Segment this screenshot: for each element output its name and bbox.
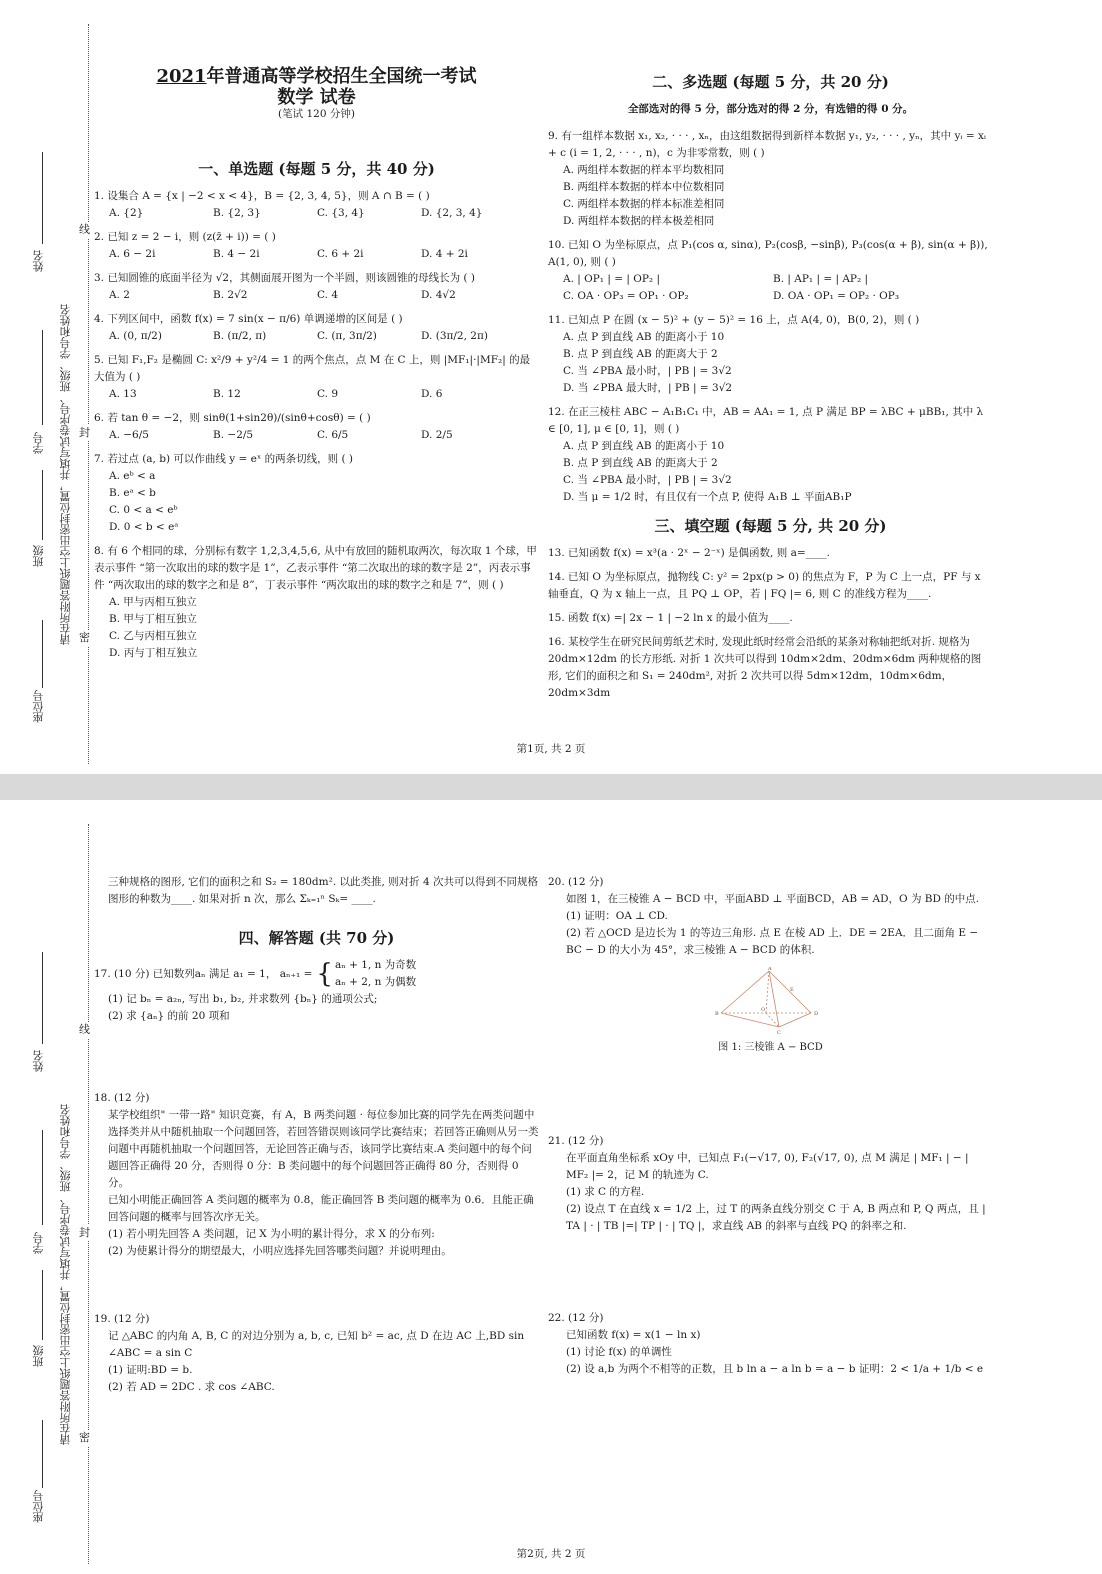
figure-caption: 图 1: 三棱锥 A − BCD — [718, 1042, 823, 1053]
question-5: 5. 已知 F₁,F₂ 是椭圆 C: x²/9 + y²/4 = 1 的两个焦点，点 M 在 C 上，则 |MF₁|·|MF₂| 的最大值为 ( ) A. 13 B. 12 C. 9 D. 6 — [94, 354, 531, 400]
question-4: 4. 下列区间中，函数 f(x) = 7 sin(x − π/6) 单调递增的区间是 ( ) A. (0, π/2) B. (π/2, π) C. (π, 3π/2) D. (3π/2, 2π) — [94, 313, 488, 342]
tetrahedron-figure — [711, 967, 831, 1037]
question-20: 20. (12 分) 如图 1，在三棱锥 A − BCD 中，平面ABD ⊥ 平面BCD，AB = AD，O 为 BD 的中点. (1) 证明：OA ⊥ CD. (2) 若 △OCD 是边长为 1 的等边三角形. 点 E 在棱 AD 上．DE = 2EA．且二面角 E − BC − D 的大小为 45°，求三棱锥 A − BCD 的体积. A B C D O E 图 1: 三棱锥 A − BCD — [548, 874, 993, 1056]
seat-fill-line[interactable] — [42, 1420, 43, 1488]
question-16-continued: 三种规格的图形, 它们的面积之和 S₂ = 180dm². 以此类推, 则对折 4 次共可以得到不同规格图形的种数为____. 如果对折 n 次，那么 Σₖ₌₁ⁿ Sₖ= ____. — [108, 876, 539, 905]
class-fill-line[interactable] — [42, 470, 43, 540]
question-3: 3. 已知圆锥的底面半径为 √2，其侧面展开图为一个半圆，则该圆锥的母线长为 ( ) A. 2 B. 2√2 C. 4 D. 4√2 — [94, 272, 475, 301]
exam-title: 2021年普通高等学校招生全国统一考试 — [156, 66, 477, 87]
class-label: 班级 — [32, 545, 45, 567]
id-fill-line[interactable] — [42, 330, 43, 425]
binding-instruction: 请在所附答题纸上空出密封位置，并填写试卷序号、班级、学号和姓名 — [59, 304, 72, 645]
section-1-title: 一、单选题 (每题 5 分，共 40 分) — [198, 160, 435, 178]
seal-mark-mi: 密 — [79, 631, 90, 644]
fig-label-c: C — [776, 1030, 781, 1036]
id-label: 学号 — [32, 1232, 45, 1254]
question-13: 13. 已知函数 f(x) = x³(a · 2ˣ − 2⁻ˣ) 是偶函数, 则 a=____. — [548, 547, 830, 559]
seal-mark-feng: 封 — [79, 426, 90, 439]
fig-label-d: D — [813, 1011, 818, 1017]
section-2-note: 全部选对的得 5 分，部分选对的得 2 分，有选错的得 0 分。 — [627, 103, 914, 115]
seal-mark-xian: 线 — [79, 1023, 90, 1036]
page2-right-column — [548, 874, 993, 1385]
page1-right-column — [548, 72, 993, 709]
class-fill-line[interactable] — [42, 1270, 43, 1340]
question-10: 10. 已知 O 为坐标原点，点 P₁(cos α, sinα), P₂(cosβ, −sinβ), P₃(cos(α + β), sin(α + β)), A(1, 0), 则 ( ) A. | OP₁ | = | OP₂ | B. | AP₁ | = | AP₂ | C. OA · OP₃ = OP₁ · OP₂ D. OA · OP₁ = OP₂ · OP₃ — [548, 239, 988, 302]
question-22: 22. (12 分) 已知函数 f(x) = x(1 − ln x) (1) 讨论 f(x) 的单调性 (2) 设 a,b 为两个不相等的正数，且 b ln a − a ln b = a − b 证明：2 < 1/a + 1/b < e — [548, 1312, 984, 1375]
page-1-footer: 第1页, 共 2 页 — [516, 743, 586, 755]
question-12: 12. 在正三棱柱 ABC − A₁B₁C₁ 中，AB = AA₁ = 1, 点 P 满足 BP = λBC + μBB₁, 其中 λ ∈ [0, 1], μ ∈ [0, 1]，则 ( ) A. 点 P 到直线 AB 的距离小于 10 B. 点 P 到直线 AB 的距离大于 2 C. 当 ∠PBA 最小时，| PB | = 3√2 D. 当 μ = 1/2 时，有且仅有一个点 P, 使得 A₁B ⊥ 平面AB₁P — [548, 406, 984, 503]
question-1: 1. 设集合 A = {x | −2 < x < 4}，B = {2, 3, 4, 5}，则 A ∩ B = ( ) A. {2} B. {2, 3} C. {3, 4} D. {2, 3, 4} — [94, 190, 483, 219]
name-fill-line[interactable] — [42, 952, 43, 1044]
question-19: 19. (12 分) 记 △ABC 的内角 A, B, C 的对边分别为 a, b, c, 已知 b² = ac, 点 D 在边 AC 上,BD sin ∠ABC = a sin C (1) 证明:BD = b. (2) 若 AD = 2DC . 求 cos ∠ABC. — [94, 1313, 525, 1393]
seal-mark-mi: 密 — [79, 1431, 90, 1444]
exam-page-2 — [0, 800, 1102, 1574]
section-2-title: 二、多选题 (每题 5 分，共 20 分) — [652, 73, 889, 91]
question-9: 9. 有一组样本数据 x₁, x₂, · · · , xₙ，由这组数据得到新样本数据 y₁, y₂, · · · , yₙ，其中 yᵢ = xᵢ + c (i = 1, 2, · · · , n)，c 为非零常数，则 ( ) A. 两组样本数据的样本平均数相同 B. 两组样本数据的样本中位数相同 C. 两组样本数据的样本标准差相同 D. 两组样本数据的样本极差相同 — [548, 130, 987, 227]
exam-page-1 — [0, 0, 1102, 774]
question-7: 7. 若过点 (a, b) 可以作曲线 y = eˣ 的两条切线，则 ( ) A. eᵇ < a B. eᵃ < b C. 0 < a < eᵇ D. 0 < b < eᵃ — [94, 453, 353, 533]
page2-left-column — [94, 874, 539, 1403]
section-4-title: 四、解答题 (共 70 分) — [238, 929, 395, 947]
question-16: 16. 某校学生在研究民间剪纸艺术时, 发现此纸时经常会沿纸的某条对称轴把纸对折. 规格为 20dm×12dm 的长方形纸. 对折 1 次共可以得到 10dm×2dm、20dm×6dm 两种规格的图形, 它们的面积之和 S₁ = 240dm², 对折 2 次共可以得 5dm×12dm，10dm×6dm，20dm×3dm — [548, 636, 982, 699]
name-label: 姓名 — [32, 250, 45, 272]
question-8: 8. 有 6 个相同的球，分别标有数字 1,2,3,4,5,6, 从中有放回的随机取两次，每次取 1 个球，甲表示事件 “第一次取出的球的数字是 1”，乙表示事件 “第二次取出的球的数字是 2”，丙表示事件 “两次取出的球的数字之和是 8”，丁表示事件 “两次取出的球的数字之和是 7”，则 ( ) A. 甲与丙相互独立 B. 甲与丁相互独立 C. 乙与丙相互独立 D. 丙与丁相互独立 — [94, 545, 537, 659]
name-fill-line[interactable] — [42, 152, 43, 244]
fig-label-b: B — [714, 1011, 719, 1017]
question-17: 17. (10 分) 已知数列aₙ 满足 a₁ = 1， aₙ₊₁ = { aₙ + 1, n 为奇数 aₙ + 2, n 为偶数 (1) 记 bₙ = a₂ₙ, 写出 b₁, b₂, 并求数列 {bₙ} 的通项公式; (2) 求 {aₙ} 的前 20 项和 — [94, 959, 417, 1022]
seat-label: 座位号 — [32, 1490, 45, 1523]
question-18: 18. (12 分) 某学校组织" 一带一路" 知识竞赛，有 A，B 两类问题 · 每位参加比赛的同学先在两类问题中选择类并从中随机抽取一个问题回答，若回答错误则该同学比赛结束；若回答正确则从另一类问题中再随机抽取一个问题回答，无论回答正确与否，该同学比赛结束.A 类问题中的每个问题回答正确得 20 分，否则得 0 分：B 类问题中的每个问题回答正确得 80 分，否则得 0 分。 已知小明能正确回答 A 类问题的概率为 0.8，能正确回答 B 类问题的概率为 0.6．且能正确回答问题的概率与回答次序无关。 (1) 若小明先回答 A 类问题，记 X 为小明的累计得分，求 X 的分布列: (2) 为使累计得分的期望最大，小明应选择先回答哪类问题？并说明理由。 — [94, 1092, 539, 1257]
binding-instruction: 请在所附答题纸上空出密封位置，并填写试卷序号、班级、学号和姓名 — [59, 1104, 72, 1445]
name-label: 姓名 — [32, 1050, 45, 1072]
fig-label-o: O — [760, 1007, 765, 1013]
seat-label: 座位号 — [32, 690, 45, 723]
exam-subtitle: 数学 试卷 — [277, 87, 356, 108]
page1-left-column — [94, 68, 539, 669]
page-2-footer: 第2页, 共 2 页 — [516, 1548, 586, 1560]
exam-duration: (笔试 120 分钟) — [278, 108, 355, 120]
question-15: 15. 函数 f(x) =| 2x − 1 | −2 ln x 的最小值为____. — [548, 612, 793, 624]
question-6: 6. 若 tan θ = −2，则 sinθ(1+sin2θ)/(sinθ+cosθ) = ( ) A. −6/5 B. −2/5 C. 6/5 D. 2/5 — [94, 412, 453, 441]
question-21: 21. (12 分) 在平面直角坐标系 xOy 中，已知点 F₁(−√17, 0), F₂(√17, 0), 点 M 满足 | MF₁ | − | MF₂ |= 2，记 M 的轨迹为 C. (1) 求 C 的方程. (2) 设点 T 在直线 x = 1/2 上，过 T 的两条直线分别交 C 于 A, B 两点和 P, Q 两点，且 | TA | · | TB |=| TP | · | TQ |，求直线 AB 的斜率与直线 PQ 的斜率之和. — [548, 1135, 986, 1232]
seal-mark-xian: 线 — [79, 223, 90, 236]
seat-fill-line[interactable] — [42, 620, 43, 688]
question-2: 2. 已知 z = 2 − i，则 (z(z̄ + i)) = ( ) A. 6 − 2i B. 4 − 2i C. 6 + 2i D. 4 + 2i — [94, 231, 468, 260]
fig-label-a: A — [767, 967, 772, 972]
fig-label-e: E — [789, 987, 794, 993]
section-3-title: 三、填空题 (每题 5 分, 共 20 分) — [654, 517, 887, 535]
question-14: 14. 已知 O 为坐标原点，抛物线 C: y² = 2px(p > 0) 的焦点为 F，P 为 C 上一点，PF 与 x 轴垂直，Q 为 x 轴上一点，且 PQ ⊥ OP，若 | FQ |= 6, 则 C 的准线方程为____. — [548, 571, 981, 600]
seal-line — [88, 24, 89, 764]
seal-line — [88, 824, 89, 1564]
question-11: 11. 已知点 P 在圆 (x − 5)² + (y − 5)² = 16 上，点 A(4, 0)，B(0, 2)，则 ( ) A. 点 P 到直线 AB 的距离小于 10 B. 点 P 到直线 AB 的距离大于 2 C. 当 ∠PBA 最小时，| PB | = 3√2 D. 当 ∠PBA 最大时，| PB | = 3√2 — [548, 314, 920, 394]
id-fill-line[interactable] — [42, 1130, 43, 1225]
seal-mark-feng: 封 — [79, 1226, 90, 1239]
class-label: 班级 — [32, 1345, 45, 1367]
id-label: 学号 — [32, 432, 45, 454]
